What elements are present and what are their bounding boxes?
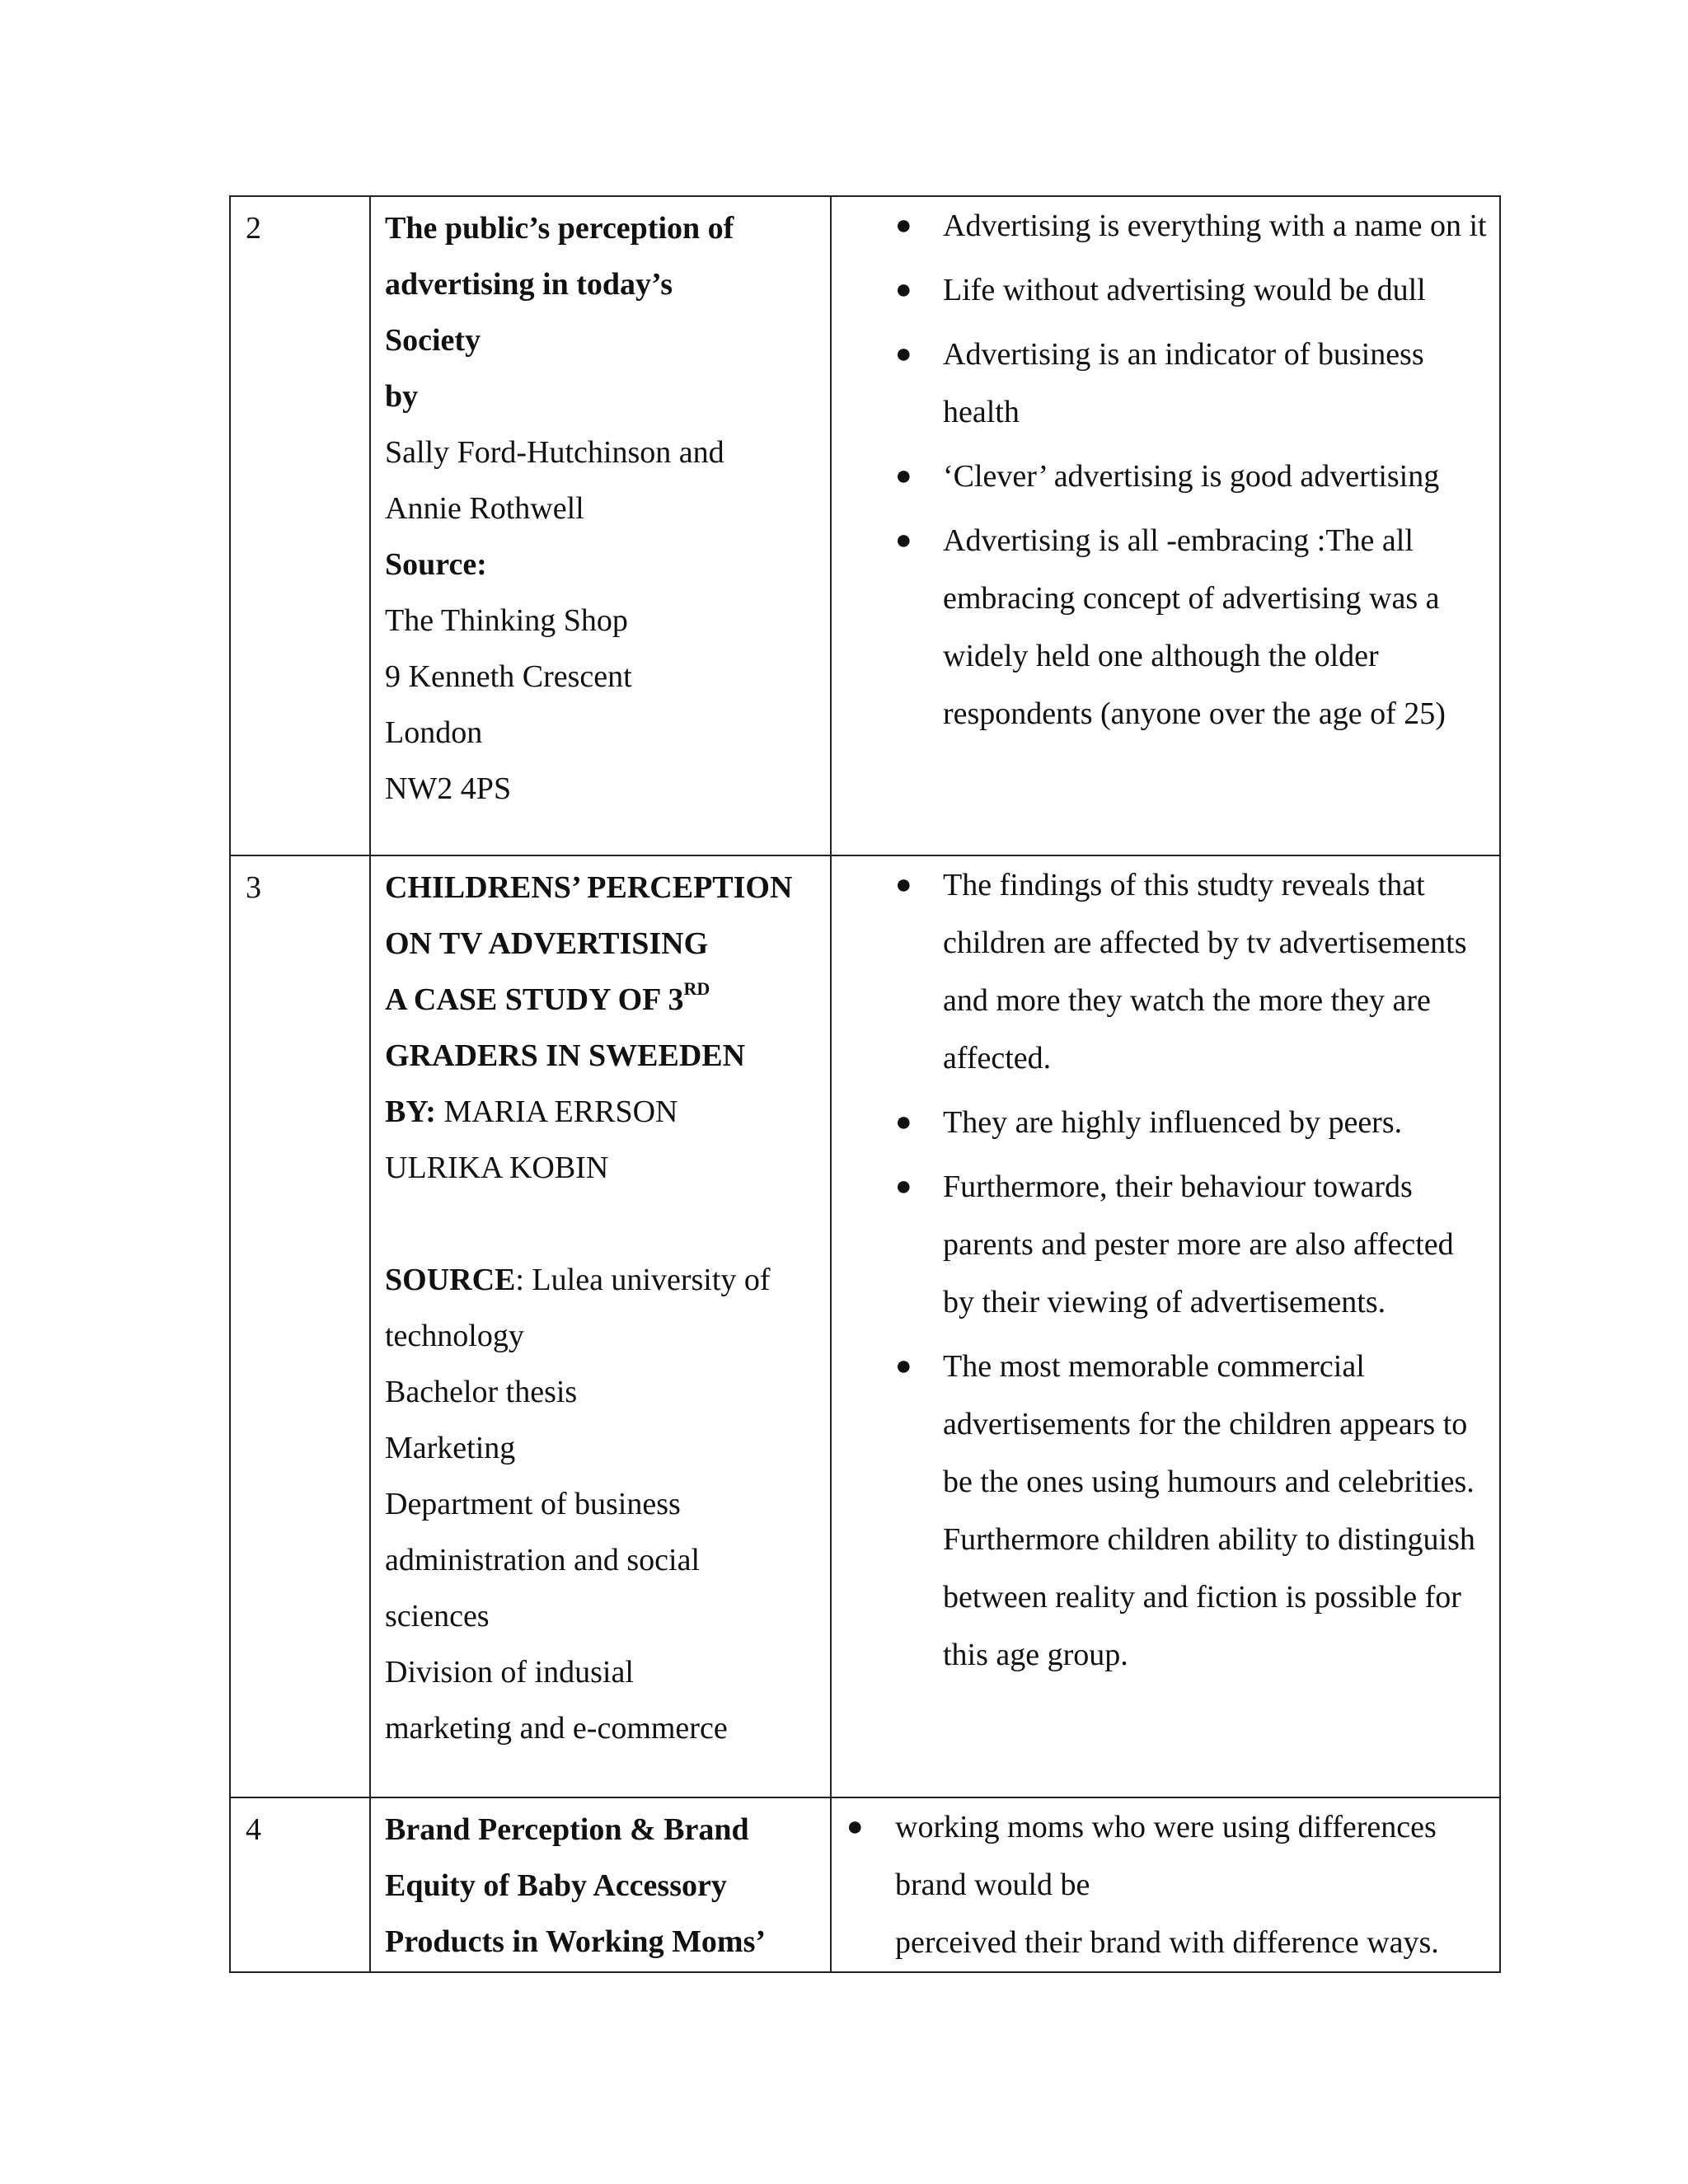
- study-title-line: advertising in today’s: [385, 267, 673, 302]
- finding-item: ● Life without advertising would be dull: [832, 261, 1491, 319]
- by-label: by: [385, 379, 419, 414]
- finding-continuation: perceived their brand with difference ways.: [895, 1925, 1439, 1960]
- source-line: Marketing: [385, 1431, 516, 1465]
- finding-item: ● They are highly influenced by peers.: [832, 1094, 1491, 1151]
- author-line: ULRIKA KOBIN: [385, 1151, 609, 1185]
- study-title-line: Equity of Baby Accessory: [385, 1868, 727, 1903]
- bullet-icon: ●: [895, 210, 912, 241]
- table-row: [230, 855, 1500, 1797]
- author-line: BY: MARIA ERRSON: [385, 1094, 678, 1129]
- bullet-icon: ●: [895, 525, 912, 555]
- source-line: SOURCE: Lulea university of: [385, 1263, 771, 1297]
- source-line: The Thinking Shop: [385, 603, 628, 638]
- study-title-line: Products in Working Moms’: [385, 1924, 767, 1959]
- study-entry: [370, 196, 831, 855]
- findings-cell: [831, 855, 1500, 1797]
- source-line: Department of business: [385, 1487, 681, 1521]
- source-line: London: [385, 715, 483, 750]
- finding-item: ● Advertising is everything with a name on it: [832, 197, 1491, 255]
- bullet-icon: ●: [846, 1811, 864, 1842]
- author-line: Annie Rothwell: [385, 491, 584, 526]
- source-line: administration and social: [385, 1543, 701, 1577]
- row-number: 3: [230, 855, 370, 1797]
- bullet-icon: ●: [895, 1171, 912, 1202]
- source-line: Bachelor thesis: [385, 1375, 578, 1409]
- study-title-line: ON TV ADVERTISING: [385, 926, 709, 961]
- row-number: 4: [230, 1797, 370, 1972]
- source-line: Division of indusial: [385, 1655, 634, 1690]
- author-line: Sally Ford-Hutchinson and: [385, 435, 724, 470]
- source-label: SOURCE: [385, 1263, 516, 1297]
- bullet-icon: ●: [895, 274, 912, 305]
- study-title-line: Brand Perception & Brand: [385, 1812, 749, 1847]
- finding-item: ● ‘Clever’ advertising is good advertising: [832, 448, 1491, 505]
- findings-list: [832, 197, 1491, 743]
- source-line: sciences: [385, 1599, 490, 1633]
- finding-item: ● Advertising is all -embracing :The all embracing concept of advertising was a widely held one although the older respondents (anyone over the age of 25): [832, 512, 1491, 743]
- bullet-icon: ●: [895, 1107, 912, 1137]
- table-row: [230, 196, 1500, 855]
- bullet-icon: ●: [895, 339, 912, 369]
- finding-item: ● working moms who were using differences brand would be: [832, 1798, 1491, 1914]
- by-label: BY:: [385, 1094, 436, 1129]
- source-line: technology: [385, 1319, 524, 1353]
- findings-cell: [831, 196, 1500, 855]
- findings-list: [832, 1798, 1491, 1914]
- study-entry: [370, 855, 831, 1797]
- finding-item: ● The most memorable commercial advertisements for the children appears to be the ones using humours and celebrities. Furthermore children ability to distinguish between reality and fiction is possible for this age group.: [832, 1338, 1491, 1684]
- bullet-icon: ●: [895, 1351, 912, 1381]
- row-number: 2: [230, 196, 370, 855]
- table-row: [230, 1797, 1500, 1972]
- bullet-icon: ●: [895, 461, 912, 491]
- findings-list: [832, 856, 1491, 1684]
- source-line: 9 Kenneth Crescent: [385, 659, 632, 694]
- bullet-icon: ●: [895, 869, 912, 900]
- source-label: Source:: [385, 547, 487, 582]
- study-title-line: A CASE STUDY OF 3RD: [385, 978, 710, 1017]
- study-title-line: GRADERS IN SWEEDEN: [385, 1038, 746, 1073]
- literature-review-table: [229, 195, 1501, 1973]
- ordinal-superscript: RD: [683, 978, 710, 999]
- study-title-line: CHILDRENS’ PERCEPTION: [385, 870, 793, 905]
- blank-line: [385, 1196, 822, 1252]
- finding-item: ● Advertising is an indicator of business health: [832, 326, 1491, 441]
- study-entry: [370, 1797, 831, 1972]
- findings-cell: [831, 1797, 1500, 1972]
- finding-item: ● Furthermore, their behaviour towards parents and pester more are also affected by their viewing of advertisements.: [832, 1158, 1491, 1331]
- study-title-line: The public’s perception of: [385, 211, 734, 246]
- source-line: marketing and e-commerce: [385, 1711, 728, 1746]
- source-line: NW2 4PS: [385, 771, 512, 806]
- finding-item: ● The findings of this studty reveals that children are affected by tv advertisements and more they watch the more they are affected.: [832, 856, 1491, 1087]
- study-title-line: Society: [385, 323, 481, 358]
